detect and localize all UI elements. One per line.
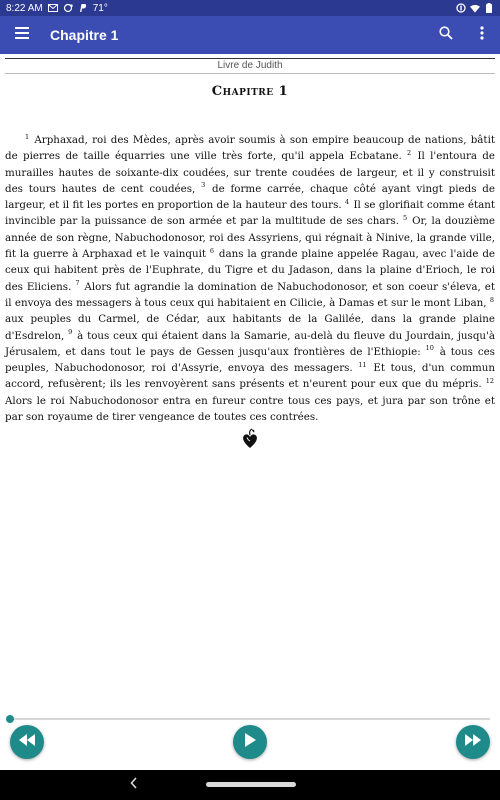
verse-number: 7 <box>75 279 80 288</box>
verse-number: 6 <box>209 246 215 255</box>
verse-number: 4 <box>344 197 350 206</box>
data-saver-icon <box>456 3 466 13</box>
verse-number: 9 <box>68 328 73 337</box>
audio-progress-slider[interactable] <box>10 718 490 720</box>
verse-text: Alors le roi Nabuchodonosor entra en fureur contre tous ces pays, et jura par son trône et par son royaume de tirer vengeance de toutes ces contrées. <box>5 394 495 424</box>
menu-button[interactable] <box>0 16 44 54</box>
verse-text: Et tous, d'un commun accord, refusèrent; ils les renvoyèrent sans présents et n'eurent pour eux que du mépris. <box>5 362 495 391</box>
app-bar-title: Chapitre 1 <box>50 27 119 43</box>
verse-text: Or, la douzième année de son règne, Nabuchodonosor, roi des Assyriens, qui régnait à Ninive, la grande ville, fit la guerre à Arphaxad et le vainquit <box>5 215 496 261</box>
previous-chapter-button[interactable] <box>10 725 44 759</box>
play-icon <box>244 733 256 752</box>
sync-icon <box>63 3 73 13</box>
progress-knob[interactable] <box>6 715 14 723</box>
heart-ornament-icon <box>241 428 259 450</box>
app-bar <box>0 16 500 54</box>
wifi-icon <box>470 3 480 13</box>
nav-back-button[interactable] <box>126 776 142 794</box>
verse-text: à tous ceux qui étaient dans la Samarie, au-delà du fleuve du Jourdain, jusqu'à Jérusalem, et dans tout le pays de Gessen jusqu'aux frontières de l'Ethiopie: <box>5 329 496 358</box>
system-nav-bar <box>0 770 500 800</box>
verse-text: Il l'entoura de murailles hautes de soixante-dix coudées, sur trente coudées de largeur, et il y construisit des tours hautes de cent coudées, <box>5 150 495 195</box>
search-button[interactable] <box>428 16 464 54</box>
verse-number: 2 <box>407 148 412 157</box>
more-vert-icon <box>480 26 484 45</box>
more-options-button[interactable] <box>464 16 500 54</box>
verse-number: 8 <box>489 295 494 304</box>
verse-number: 11 <box>358 360 367 369</box>
verse-number: 1 <box>25 132 30 141</box>
verse-text: Il se glorifiait comme étant invincible par la puissance de son armée et par la multitude de ses chars. <box>5 199 495 228</box>
play-button[interactable] <box>233 725 267 759</box>
verse-text: aux peuples du Carmel, de Cédar, aux habitants de la Galilée, dans la grande plaine d'Esdrelon, <box>5 313 495 342</box>
verse-number: 5 <box>402 214 408 223</box>
search-icon <box>439 26 453 45</box>
book-header: Livre de Judith <box>5 58 495 74</box>
verse-text: dans la grande plaine appelée Ragau, avec l'aide de ceux qui habitent près de l'Euphrate, du Tigre et du Jadason, dans la plaine d'Erioch, le roi des Eliciens. <box>5 248 495 293</box>
verse[interactable] <box>5 281 495 309</box>
verse-text: à tous ces peuples, Nabuchodonosor, roi d'Assyrie, envoya des messagers. <box>5 345 495 375</box>
verse-text: Arphaxad, roi des Mèdes, après avoir soumis à son empire beaucoup de nations, bâtit de pierres de taille équarries une ville très forte, qu'il appela Ecbatane. <box>5 134 495 163</box>
paypal-icon <box>78 3 88 13</box>
mail-icon <box>48 3 58 13</box>
verse-number: 12 <box>485 377 494 386</box>
verse-number: 3 <box>201 181 206 190</box>
fast-forward-icon <box>465 733 481 751</box>
back-chevron-icon <box>130 776 138 794</box>
chapter-text <box>5 132 495 425</box>
chapter-title: Chapitre 1 <box>211 84 289 99</box>
status-temperature: 71° <box>92 2 108 14</box>
fast-rewind-icon <box>19 733 35 751</box>
nav-home-handle[interactable] <box>206 782 296 787</box>
status-time: 8:22 AM <box>6 2 43 14</box>
status-bar <box>0 0 500 16</box>
verse-number: 10 <box>425 344 434 353</box>
verse-text: de forme carrée, chaque côté ayant vingt pieds de largeur, et il fit les portes en proportion de la hauteur des tours. <box>5 182 495 212</box>
next-chapter-button[interactable] <box>456 725 490 759</box>
menu-icon <box>15 26 29 44</box>
battery-icon <box>484 3 494 13</box>
verse-text: Alors fut agrandie la domination de Nabuchodonosor, et son coeur s'éleva, et il envoya des messagers à tous ceux qui habitaient en Cilicie, à Damas et sur le mont Liban, <box>5 280 495 309</box>
verse[interactable] <box>5 330 495 358</box>
